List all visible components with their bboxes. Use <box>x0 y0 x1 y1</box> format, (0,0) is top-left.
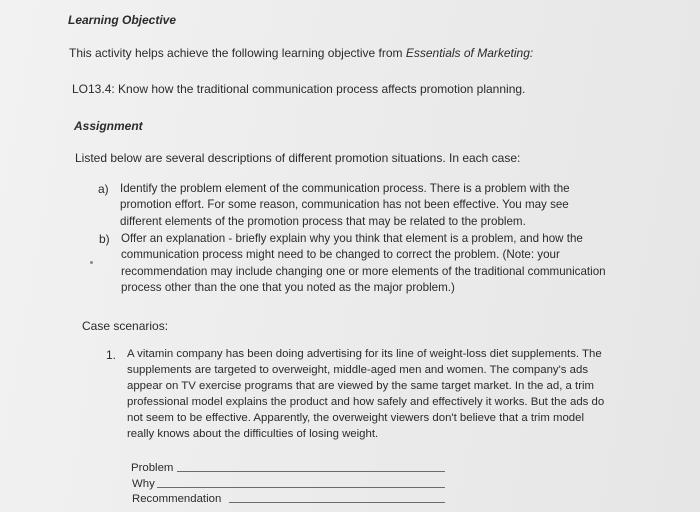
case-1-line: A vitamin company has been doing advertising for its line of weight-loss diet supplements. The <box>127 348 602 360</box>
problem-answer-line[interactable] <box>177 471 445 472</box>
item-b-text <box>121 231 606 296</box>
case-1-line: appear on TV exercise programs that are viewed by the same target market. In the ad, a trim <box>127 380 595 393</box>
problem-label: Problem <box>131 462 174 474</box>
item-a-line: different elements of the promotion process that may be related to the problem. <box>120 214 526 228</box>
case-1-line: supplements are targeted to overweight, middle-aged men and women. The company's ads <box>127 364 589 377</box>
case-scenarios-heading: Case scenarios: <box>82 319 169 333</box>
why-label: Why <box>132 478 155 490</box>
item-b-line: process other than the one that you noted as the major problem.) <box>121 280 455 294</box>
case-1-text <box>127 346 604 443</box>
item-b-label: b) <box>99 232 110 246</box>
learning-objective-text: LO13.4: Know how the traditional communication process affects promotion planning. <box>72 82 526 96</box>
case-1-line: not seem to be effective. Apparently, the overweight viewers don't believe that a trim model <box>127 412 584 425</box>
recommendation-answer-line[interactable] <box>229 502 445 503</box>
objective-intro-text: This activity helps achieve the following learning objective from <box>69 46 406 60</box>
item-b-line: Offer an explanation - briefly explain why you think that element is a problem, and how the <box>121 232 583 245</box>
assignment-intro: Listed below are several descriptions of different promotion situations. In each case: <box>75 151 521 165</box>
book-title: Essentials of Marketing: <box>405 46 534 60</box>
objective-intro <box>69 46 533 60</box>
case-1-line: really knows about the difficulties of losing weight. <box>127 428 379 441</box>
recommendation-label: Recommendation <box>132 493 222 505</box>
item-a-line: Identify the problem element of the communication process. There is a problem with the <box>120 182 570 195</box>
why-answer-line[interactable] <box>157 487 445 488</box>
case-1-number: 1. <box>106 348 117 362</box>
item-a-text <box>120 181 570 230</box>
case-1-line: professional model explains the product and how safely and effectively it works. But the ads do <box>127 396 605 409</box>
item-b-line: recommendation may include changing one or more elements of the traditional communication <box>121 264 606 278</box>
item-a-line: promotion effort. For some reason, communication has not been effective. You may see <box>120 198 569 212</box>
scan-mark <box>90 261 93 264</box>
assignment-heading: Assignment <box>74 119 143 133</box>
item-b-line: communication process might need to be changed to correct the problem. (Note: your <box>121 248 560 262</box>
item-a-label: a) <box>98 182 109 196</box>
learning-objective-heading: Learning Objective <box>68 13 177 27</box>
